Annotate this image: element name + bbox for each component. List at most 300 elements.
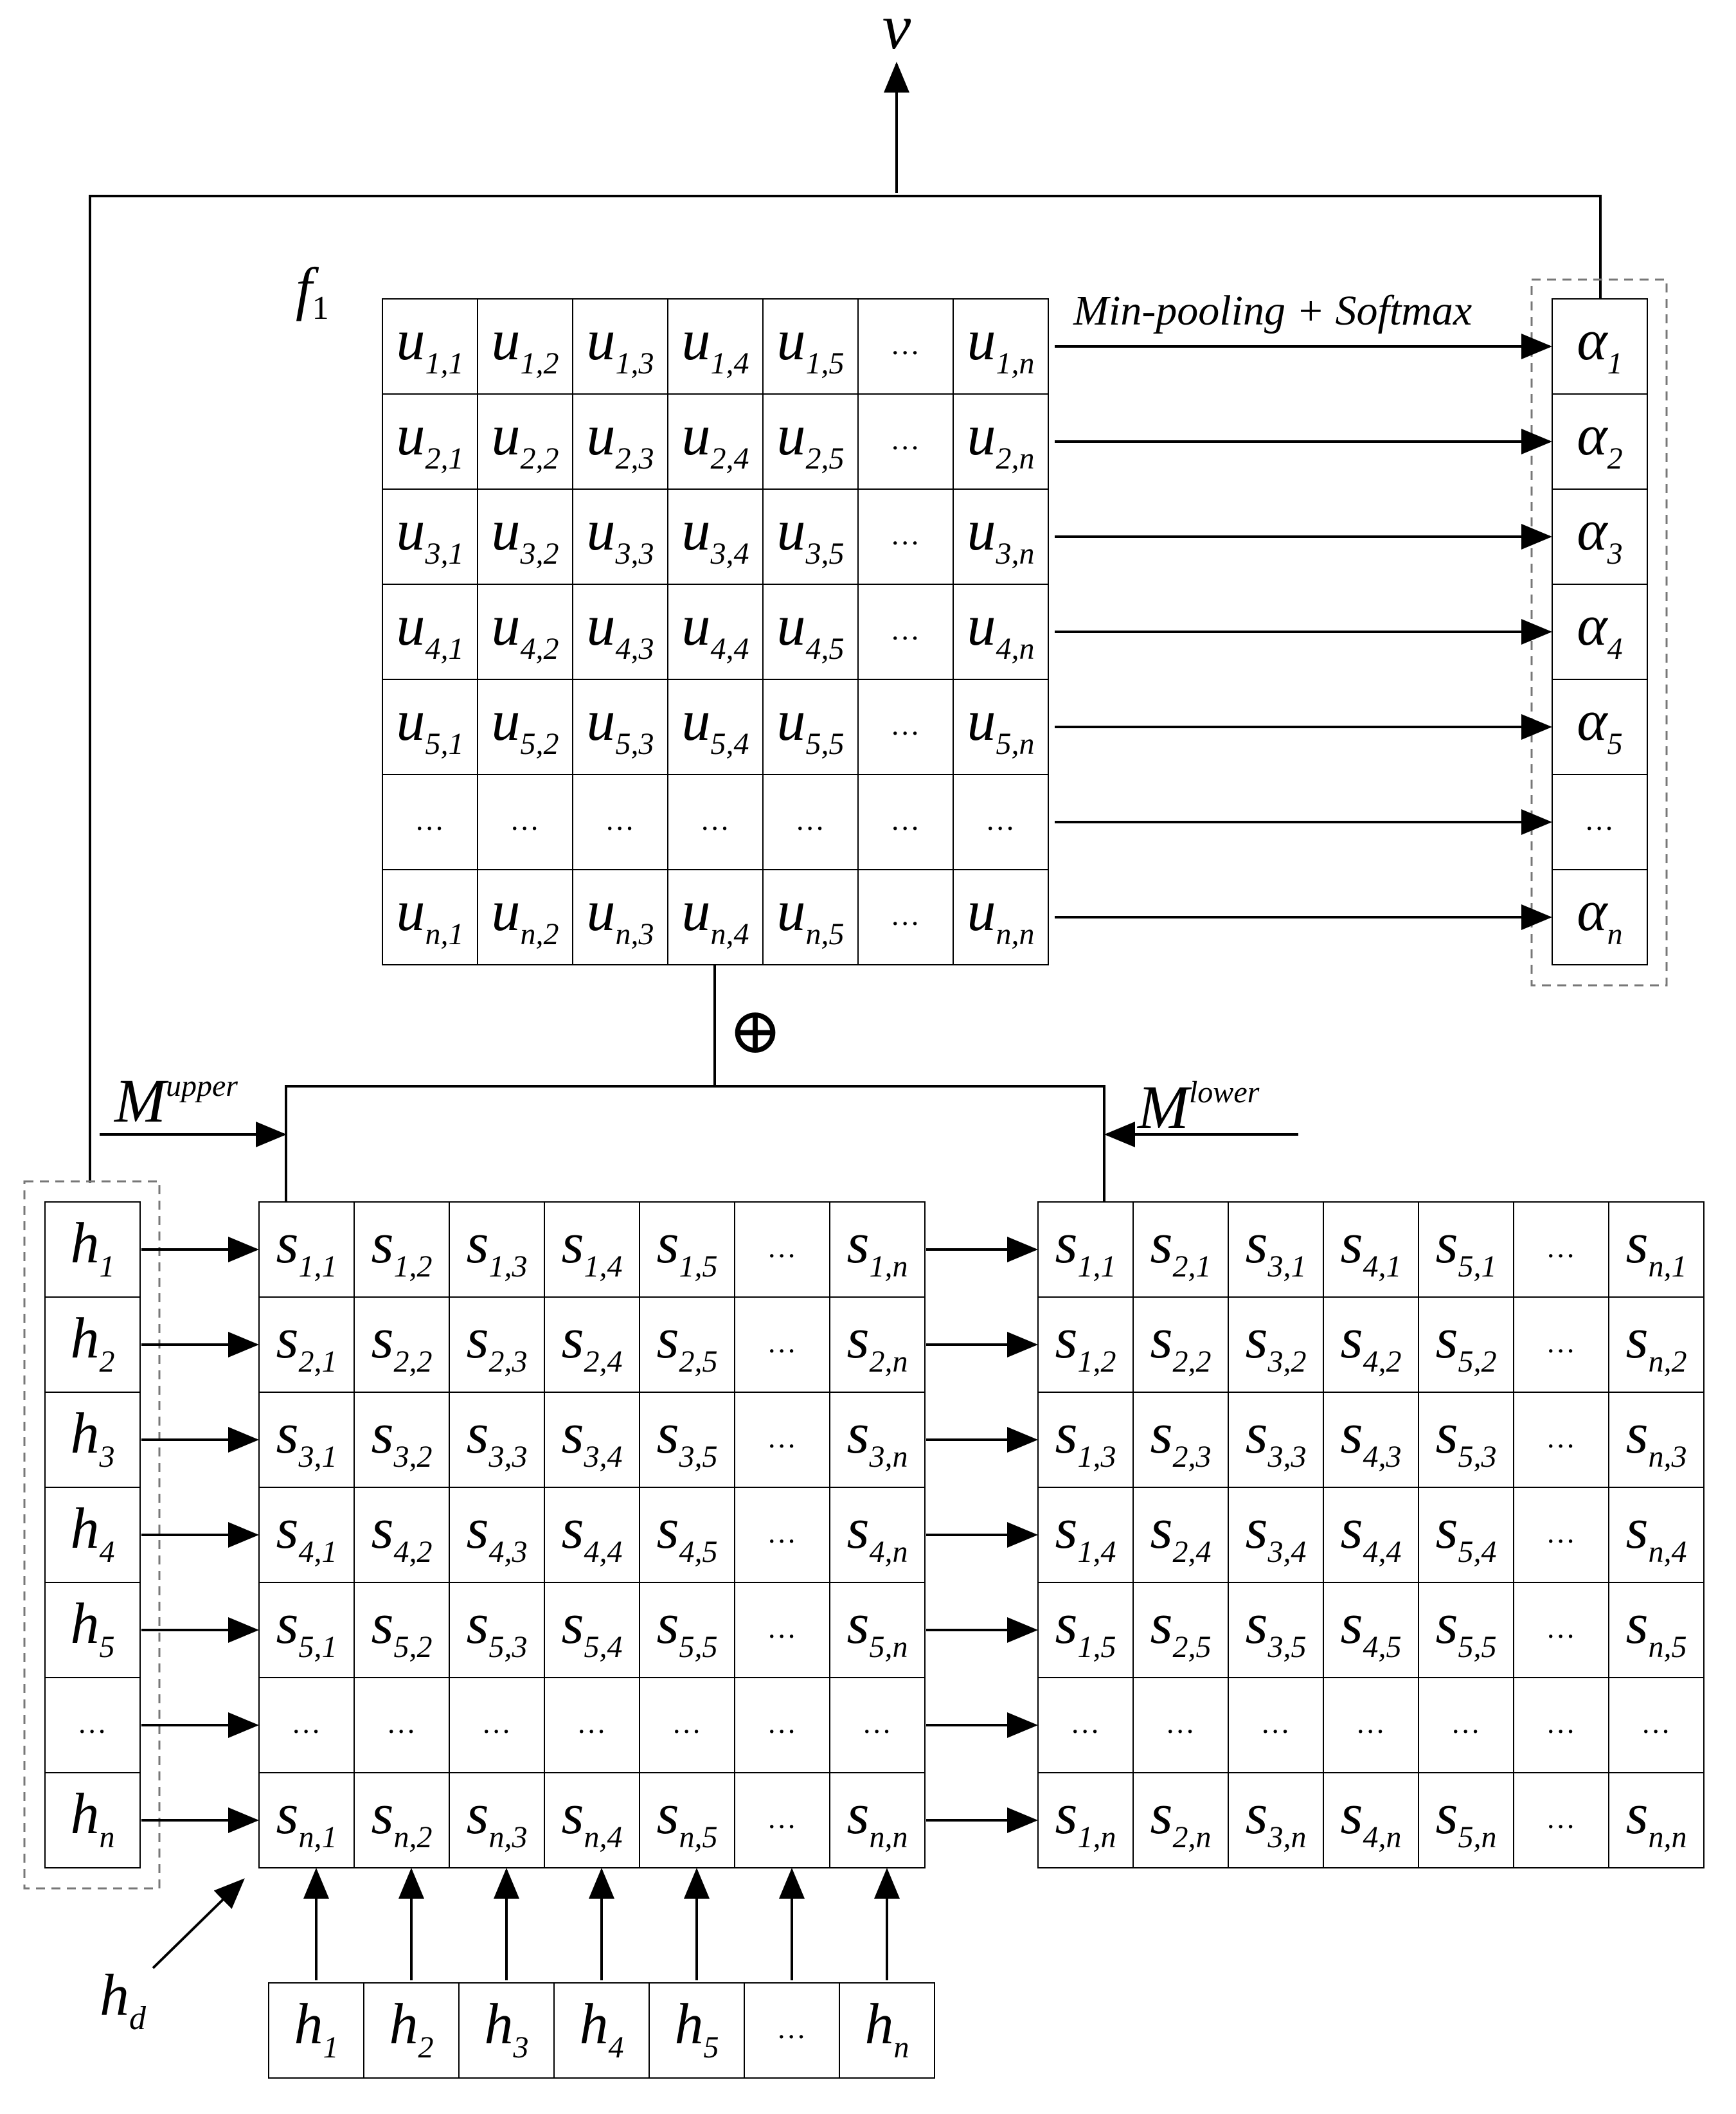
s-matrix-cell-label <box>769 1421 796 1454</box>
s-matrix-cell-base: s <box>656 1212 679 1275</box>
u-matrix <box>382 299 1048 965</box>
s-transpose-matrix-cell-base: … <box>1548 1326 1575 1359</box>
s-matrix-cell <box>830 1392 925 1487</box>
s-matrix-cell <box>830 1773 925 1868</box>
s-matrix-cell-sub: 1,1 <box>298 1250 337 1284</box>
s-transpose-matrix-cell-sub: 5,4 <box>1458 1535 1497 1569</box>
s-matrix-cell <box>259 1392 354 1487</box>
s-transpose-matrix-cell <box>1514 1773 1609 1868</box>
s-matrix-cell-base: … <box>769 1421 796 1454</box>
h-bottom-cell <box>744 1983 839 2078</box>
s-transpose-matrix-cell-base: s <box>1435 1307 1458 1370</box>
s-matrix-cell-base: s <box>561 1497 584 1561</box>
s-matrix-cell-sub: 3,3 <box>488 1440 528 1474</box>
s-matrix-cell-base: s <box>466 1402 489 1465</box>
s-matrix-cell-sub: n,5 <box>679 1820 718 1854</box>
s-matrix-cell-base: s <box>846 1497 870 1561</box>
u-matrix-cell-base: u <box>491 689 521 753</box>
u-matrix-cell <box>478 870 573 965</box>
u-matrix-cell <box>668 489 763 584</box>
s-matrix-cell-base: s <box>656 1782 679 1846</box>
s-matrix-cell-sub: 1,4 <box>584 1250 623 1284</box>
h-bottom-cell-base: … <box>778 2012 805 2045</box>
s-matrix-cell-sub: 1,5 <box>679 1250 718 1284</box>
u-matrix-cell <box>763 679 858 775</box>
u-matrix-cell-base: u <box>586 594 616 658</box>
u-matrix-cell <box>763 775 858 870</box>
s-transpose-matrix-cell <box>1323 1202 1418 1297</box>
s-matrix-cell-sub: 5,4 <box>584 1630 623 1664</box>
u-matrix-cell-sub: 2,2 <box>520 442 559 476</box>
s-transpose-matrix-cell-base: s <box>1340 1592 1363 1656</box>
u-matrix-cell <box>858 679 953 775</box>
u-matrix-cell-sub: 4,5 <box>805 632 845 666</box>
s-matrix-cell <box>735 1297 830 1392</box>
s-matrix-cell-sub: n,n <box>869 1820 908 1854</box>
s-transpose-matrix-cell-base: s <box>1055 1592 1078 1656</box>
u-matrix-cell-label <box>893 423 919 456</box>
u-matrix-cell <box>573 489 668 584</box>
h-bottom-cell-sub: 3 <box>513 2030 529 2065</box>
u-matrix-cell-sub: 3,1 <box>425 537 464 571</box>
u-matrix-cell-base: u <box>491 499 521 562</box>
s-transpose-matrix-cell-sub: 3,2 <box>1267 1345 1307 1379</box>
s-matrix-cell-sub: 5,5 <box>679 1630 718 1664</box>
u-matrix-cell-base: … <box>987 803 1014 836</box>
u-matrix-cell <box>763 870 858 965</box>
s-transpose-matrix-cell-label <box>1643 1706 1670 1739</box>
s-transpose-matrix-cell <box>1418 1678 1514 1773</box>
s-transpose-matrix-cell-base: … <box>1262 1706 1289 1739</box>
s-transpose-matrix-cell <box>1038 1582 1133 1678</box>
s-transpose-matrix-cell-base: s <box>1625 1782 1649 1846</box>
u-matrix-cell-label <box>893 708 919 741</box>
s-transpose-matrix-cell <box>1228 1297 1323 1392</box>
u-matrix-cell <box>953 679 1048 775</box>
s-matrix-cell-base: … <box>578 1706 605 1739</box>
s-matrix-cell-base: s <box>276 1402 299 1465</box>
h-bottom-vector <box>269 1983 935 2078</box>
alpha-cell <box>1552 489 1647 584</box>
s-transpose-matrix-cell-base: s <box>1245 1212 1268 1275</box>
u-matrix-cell-sub: 1,4 <box>710 346 749 381</box>
s-transpose-matrix-cell-label <box>1168 1706 1194 1739</box>
h-bottom-cell-base: h <box>864 1993 894 2056</box>
s-matrix-cell <box>544 1297 640 1392</box>
s-transpose-matrix-cell-label <box>1358 1706 1384 1739</box>
s-matrix-cell-sub: 4,5 <box>679 1535 718 1569</box>
s-matrix-cell-base: … <box>769 1231 796 1264</box>
alpha-cell-base: α <box>1577 689 1607 753</box>
u-matrix-cell <box>382 775 478 870</box>
s-matrix-cell-base: s <box>466 1307 489 1370</box>
s-matrix-cell <box>259 1773 354 1868</box>
s-transpose-matrix-cell <box>1133 1297 1228 1392</box>
s-transpose-matrix-cell <box>1514 1487 1609 1582</box>
u-matrix-cell <box>858 584 953 679</box>
u-matrix-cell <box>858 870 953 965</box>
s-matrix-cell-base: s <box>371 1212 394 1275</box>
s-transpose-matrix-cell-base: s <box>1435 1212 1458 1275</box>
s-matrix-cell <box>354 1773 449 1868</box>
s-transpose-matrix-cell <box>1514 1202 1609 1297</box>
h-bottom-cell <box>364 1983 459 2078</box>
u-matrix-cell <box>953 584 1048 679</box>
s-matrix-cell-label <box>674 1706 701 1739</box>
s-transpose-matrix-cell <box>1038 1297 1133 1392</box>
h-left-cell <box>45 1678 140 1773</box>
h-bottom-cell <box>649 1983 744 2078</box>
s-matrix-cell <box>449 1582 544 1678</box>
s-transpose-matrix-cell-sub: 1,4 <box>1077 1535 1116 1569</box>
h-left-vector <box>45 1202 140 1868</box>
u-matrix-cell <box>382 679 478 775</box>
alpha-cell-base: … <box>1586 803 1613 836</box>
u-matrix-cell-base: … <box>702 803 729 836</box>
alpha-cell-sub: 1 <box>1607 346 1623 381</box>
s-matrix-cell-sub: 2,1 <box>298 1345 337 1379</box>
s-transpose-matrix-cell <box>1418 1487 1514 1582</box>
u-matrix-cell-base: … <box>892 518 919 551</box>
s-matrix-cell-sub: 3,4 <box>584 1440 623 1474</box>
h-left-cell-base: … <box>79 1706 106 1739</box>
u-matrix-cell-base: u <box>586 879 616 943</box>
u-matrix-cell-base: … <box>892 613 919 646</box>
s-matrix-cell <box>640 1678 735 1773</box>
u-matrix-cell-base: u <box>967 879 996 943</box>
s-transpose-matrix-cell <box>1323 1678 1418 1773</box>
u-matrix-cell-base: … <box>892 423 919 456</box>
s-transpose-matrix-cell-base: s <box>1245 1782 1268 1846</box>
s-transpose-matrix-cell <box>1228 1202 1323 1297</box>
s-matrix-cell-base: s <box>656 1307 679 1370</box>
f1-base: f <box>296 256 312 321</box>
u-matrix-cell <box>478 775 573 870</box>
s-matrix-cell-sub: 1,n <box>869 1250 908 1284</box>
s-transpose-matrix-cell-base: s <box>1055 1402 1078 1465</box>
s-transpose-matrix-cell <box>1514 1392 1609 1487</box>
u-matrix-cell <box>382 489 478 584</box>
u-matrix-cell-base: u <box>681 594 711 658</box>
u-matrix-cell <box>573 394 668 489</box>
s-transpose-matrix-cell <box>1133 1773 1228 1868</box>
s-transpose-matrix-cell-sub: 5,n <box>1458 1820 1497 1854</box>
h-bottom-cell-base: h <box>389 1993 418 2056</box>
s-transpose-matrix-cell <box>1228 1487 1323 1582</box>
s-matrix-cell <box>449 1297 544 1392</box>
s-matrix-cell <box>354 1202 449 1297</box>
h-left-cell <box>45 1582 140 1678</box>
s-matrix-cell <box>354 1487 449 1582</box>
u-matrix-cell <box>763 299 858 394</box>
u-matrix-cell <box>573 870 668 965</box>
u-matrix-cell <box>573 775 668 870</box>
u-matrix-cell <box>478 394 573 489</box>
s-matrix-cell <box>544 1202 640 1297</box>
alpha-cell-base: α <box>1577 309 1607 372</box>
s-matrix-cell-label <box>769 1611 796 1644</box>
s-matrix-cell-base: s <box>561 1307 584 1370</box>
s-matrix-cell <box>830 1297 925 1392</box>
alpha-cell <box>1552 775 1647 870</box>
s-transpose-matrix-cell <box>1133 1582 1228 1678</box>
s-transpose-matrix-cell-sub: 3,5 <box>1267 1630 1307 1664</box>
s-matrix-cell-base: … <box>769 1611 796 1644</box>
u-matrix-cell-sub: 1,1 <box>425 346 464 381</box>
s-matrix-cell-sub: 5,2 <box>393 1630 433 1664</box>
u-matrix-cell-label <box>893 899 919 931</box>
u-matrix-cell <box>478 584 573 679</box>
s-transpose-matrix-cell-label <box>1548 1326 1575 1359</box>
s-transpose-matrix-cell-sub: 2,n <box>1172 1820 1212 1854</box>
s-transpose-matrix-cell-label <box>1548 1421 1575 1454</box>
s-transpose-matrix-cell-sub: n,3 <box>1648 1440 1687 1474</box>
s-matrix-cell <box>354 1678 449 1773</box>
s-matrix-cell-sub: 1,3 <box>488 1250 528 1284</box>
s-matrix-cell-base: s <box>846 1592 870 1656</box>
u-matrix-cell <box>478 299 573 394</box>
s-matrix-cell-sub: n,2 <box>393 1820 433 1854</box>
s-matrix-cell-base: s <box>276 1497 299 1561</box>
u-matrix-cell-label <box>893 518 919 551</box>
u-matrix-cell-label <box>893 803 919 836</box>
u-matrix-cell <box>668 584 763 679</box>
h-bottom-cell-base: h <box>579 1993 609 2056</box>
u-matrix-cell-base: u <box>396 404 425 467</box>
s-transpose-matrix-cell-sub: 4,4 <box>1363 1535 1402 1569</box>
s-transpose-matrix-cell-base: … <box>1548 1706 1575 1739</box>
u-matrix-cell-base: u <box>396 689 425 753</box>
s-matrix-cell-base: s <box>371 1307 394 1370</box>
u-matrix-cell <box>953 394 1048 489</box>
s-matrix-cell-label <box>864 1706 891 1739</box>
s-transpose-matrix-cell-base: s <box>1340 1212 1363 1275</box>
s-matrix-cell <box>259 1582 354 1678</box>
u-matrix-cell-sub: n,2 <box>520 917 559 951</box>
u-matrix-cell-label <box>702 803 729 836</box>
u-matrix-cell-label <box>893 328 919 361</box>
s-transpose-matrix-cell-sub: 3,4 <box>1267 1535 1307 1569</box>
s-matrix-cell <box>449 1202 544 1297</box>
u-matrix-cell <box>858 775 953 870</box>
s-matrix-cell-base: … <box>293 1706 320 1739</box>
s-transpose-matrix-cell <box>1418 1392 1514 1487</box>
m-lower-base: M <box>1138 1073 1189 1142</box>
h-left-cell-sub: n <box>99 1820 115 1854</box>
u-matrix-cell-base: … <box>512 803 539 836</box>
s-matrix-cell-sub: 2,3 <box>488 1345 528 1379</box>
s-matrix-cell <box>259 1202 354 1297</box>
s-transpose-matrix-cell-sub: 3,3 <box>1267 1440 1307 1474</box>
s-transpose-matrix-cell-label <box>1548 1516 1575 1549</box>
s-transpose-matrix-cell-base: s <box>1625 1212 1649 1275</box>
s-matrix-cell <box>735 1487 830 1582</box>
u-matrix-cell-base: u <box>967 309 996 372</box>
s-transpose-matrix-cell <box>1323 1392 1418 1487</box>
u-matrix-cell-sub: 4,n <box>996 632 1035 666</box>
s-transpose-matrix-cell <box>1609 1773 1704 1868</box>
s-matrix-cell-sub: 5,1 <box>298 1630 337 1664</box>
s-transpose-matrix-cell-base: s <box>1435 1782 1458 1846</box>
h-left-cell-base: h <box>70 1497 100 1561</box>
s-transpose-matrix-cell <box>1323 1773 1418 1868</box>
u-matrix-cell-sub: 2,5 <box>805 442 845 476</box>
s-transpose-matrix-cell <box>1038 1773 1133 1868</box>
u-matrix-cell-sub: 2,n <box>996 442 1035 476</box>
s-matrix-cell-label <box>769 1516 796 1549</box>
s-transpose-matrix-cell-base: s <box>1245 1402 1268 1465</box>
u-matrix-cell <box>382 299 478 394</box>
s-transpose-matrix-cell <box>1133 1487 1228 1582</box>
s-matrix-cell-sub: 3,1 <box>298 1440 337 1474</box>
u-matrix-cell-label <box>512 803 539 836</box>
s-matrix-cell-sub: 4,3 <box>488 1535 528 1569</box>
s-matrix-cell-sub: 4,1 <box>298 1535 337 1569</box>
u-matrix-cell-sub: 3,3 <box>615 537 654 571</box>
h-left-cell-sub: 4 <box>99 1535 115 1569</box>
s-transpose-matrix-cell-base: s <box>1055 1307 1078 1370</box>
s-matrix-cell <box>259 1678 354 1773</box>
s-matrix-cell-base: s <box>561 1782 584 1846</box>
s-matrix-cell-label <box>294 1706 320 1739</box>
h-bottom-cell-sub: n <box>893 2030 909 2065</box>
h-left-cell <box>45 1773 140 1868</box>
s-matrix-cell-base: … <box>388 1706 415 1739</box>
u-matrix-cell-sub: 2,4 <box>710 442 749 476</box>
s-transpose-matrix-cell-base: s <box>1435 1592 1458 1656</box>
u-matrix-cell-sub: 4,4 <box>710 632 749 666</box>
s-matrix-cell <box>735 1582 830 1678</box>
u-matrix-cell-base: … <box>892 803 919 836</box>
s-matrix-cell-sub: n,1 <box>298 1820 337 1854</box>
alpha-cell-sub: 3 <box>1607 537 1623 571</box>
s-transpose-matrix-cell-label <box>1548 1802 1575 1834</box>
pooling-label: Min-pooling + Softmax <box>1073 287 1472 334</box>
s-matrix-cell-base: s <box>466 1782 489 1846</box>
s-matrix-cell <box>259 1487 354 1582</box>
h-bottom-cell-sub: 2 <box>418 2030 434 2065</box>
u-matrix-cell <box>573 679 668 775</box>
s-transpose-matrix-cell <box>1323 1487 1418 1582</box>
s-transpose-matrix-cell-label <box>1453 1706 1480 1739</box>
s-matrix-cell <box>830 1487 925 1582</box>
u-matrix-cell <box>953 299 1048 394</box>
u-matrix-cell-base: u <box>586 404 616 467</box>
u-matrix-cell <box>668 679 763 775</box>
s-matrix-cell-base: s <box>276 1212 299 1275</box>
s-transpose-matrix-cell-base: s <box>1340 1402 1363 1465</box>
s-transpose-matrix-cell-sub: 1,2 <box>1077 1345 1116 1379</box>
u-matrix-cell <box>858 299 953 394</box>
s-transpose-matrix-cell <box>1228 1392 1323 1487</box>
s-transpose-matrix-cell-base: … <box>1548 1231 1575 1264</box>
s-transpose-matrix-cell-sub: n,1 <box>1648 1250 1687 1284</box>
h-left-cell-sub: 3 <box>99 1440 115 1474</box>
s-transpose-matrix-cell-sub: 4,1 <box>1363 1250 1402 1284</box>
s-transpose-matrix-cell-base: s <box>1245 1307 1268 1370</box>
s-transpose-matrix-cell-base: s <box>1625 1497 1649 1561</box>
alpha-cell <box>1552 584 1647 679</box>
s-matrix-cell-sub: 1,2 <box>393 1250 433 1284</box>
s-transpose-matrix-cell <box>1038 1392 1133 1487</box>
s-transpose-matrix-cell-base: … <box>1453 1706 1480 1739</box>
s-matrix-cell-sub: 3,n <box>869 1440 908 1474</box>
s-transpose-matrix-cell-sub: 1,n <box>1077 1820 1116 1854</box>
s-transpose-matrix-cell-sub: 3,1 <box>1267 1250 1307 1284</box>
s-matrix-cell <box>735 1678 830 1773</box>
h-left-cell-sub: 2 <box>99 1345 115 1379</box>
m-upper-sup: upper <box>165 1069 238 1103</box>
s-transpose-matrix-cell <box>1038 1678 1133 1773</box>
u-matrix-cell-base: u <box>491 879 521 943</box>
s-matrix-cell-label <box>389 1706 415 1739</box>
s-transpose-matrix-cell-sub: n,4 <box>1648 1535 1687 1569</box>
u-matrix-cell-base: u <box>681 309 711 372</box>
u-matrix-cell-sub: 2,1 <box>425 442 464 476</box>
s-matrix-cell-base: … <box>483 1706 510 1739</box>
alpha-cell-sub: 5 <box>1607 727 1623 761</box>
s-transpose-matrix-cell <box>1609 1582 1704 1678</box>
s-matrix-cell-base: s <box>846 1212 870 1275</box>
u-matrix-cell-sub: 3,4 <box>710 537 749 571</box>
u-matrix-cell-base: u <box>586 499 616 562</box>
s-transpose-matrix-cell <box>1133 1392 1228 1487</box>
u-matrix-cell-base: … <box>797 803 824 836</box>
s-transpose-matrix-cell <box>1323 1582 1418 1678</box>
s-matrix-cell-base: s <box>371 1497 394 1561</box>
s-matrix-cell-sub: 2,2 <box>393 1345 433 1379</box>
s-transpose-matrix-cell-sub: 3,n <box>1267 1820 1307 1854</box>
merge-bracket <box>286 1086 1104 1202</box>
s-transpose-matrix-cell-sub: 4,2 <box>1363 1345 1402 1379</box>
m-lower-sup: lower <box>1188 1075 1260 1109</box>
s-transpose-matrix-cell-base: s <box>1340 1307 1363 1370</box>
m-lower-label <box>1136 1073 1260 1142</box>
u-matrix-cell-base: … <box>892 899 919 931</box>
u-matrix-cell <box>668 870 763 965</box>
s-matrix-cell-label <box>579 1706 605 1739</box>
u-matrix-cell <box>858 489 953 584</box>
h-bottom-cell-sub: 4 <box>608 2030 624 2065</box>
s-transpose-matrix-cell-base: s <box>1435 1402 1458 1465</box>
u-matrix-cell-base: u <box>776 499 806 562</box>
u-matrix-cell <box>858 394 953 489</box>
alpha-cell <box>1552 870 1647 965</box>
u-matrix-cell <box>668 394 763 489</box>
u-matrix-cell-base: … <box>892 328 919 361</box>
h-bottom-cell <box>839 1983 935 2078</box>
u-matrix-cell-base: u <box>681 404 711 467</box>
s-transpose-matrix-cell <box>1418 1582 1514 1678</box>
s-transpose-matrix-cell-sub: 5,3 <box>1458 1440 1497 1474</box>
s-transpose-matrix-cell-base: … <box>1548 1421 1575 1454</box>
u-matrix-cell-base: u <box>396 594 425 658</box>
s-matrix-cell-label <box>769 1231 796 1264</box>
s-matrix-cell <box>354 1392 449 1487</box>
u-matrix-cell-sub: 3,n <box>996 537 1035 571</box>
s-matrix-cell-sub: 3,2 <box>393 1440 433 1474</box>
s-transpose-matrix-cell <box>1514 1678 1609 1773</box>
s-matrix-cell-base: … <box>674 1706 701 1739</box>
u-matrix-cell-sub: n,4 <box>710 917 749 951</box>
s-transpose-matrix-cell-base: s <box>1150 1212 1173 1275</box>
u-matrix-cell-base: u <box>681 689 711 753</box>
s-transpose-matrix-cell-base: s <box>1625 1402 1649 1465</box>
s-matrix-cell <box>640 1392 735 1487</box>
s-matrix-cell <box>354 1297 449 1392</box>
s-matrix-cell <box>640 1773 735 1868</box>
s-matrix-cell-base: s <box>371 1782 394 1846</box>
